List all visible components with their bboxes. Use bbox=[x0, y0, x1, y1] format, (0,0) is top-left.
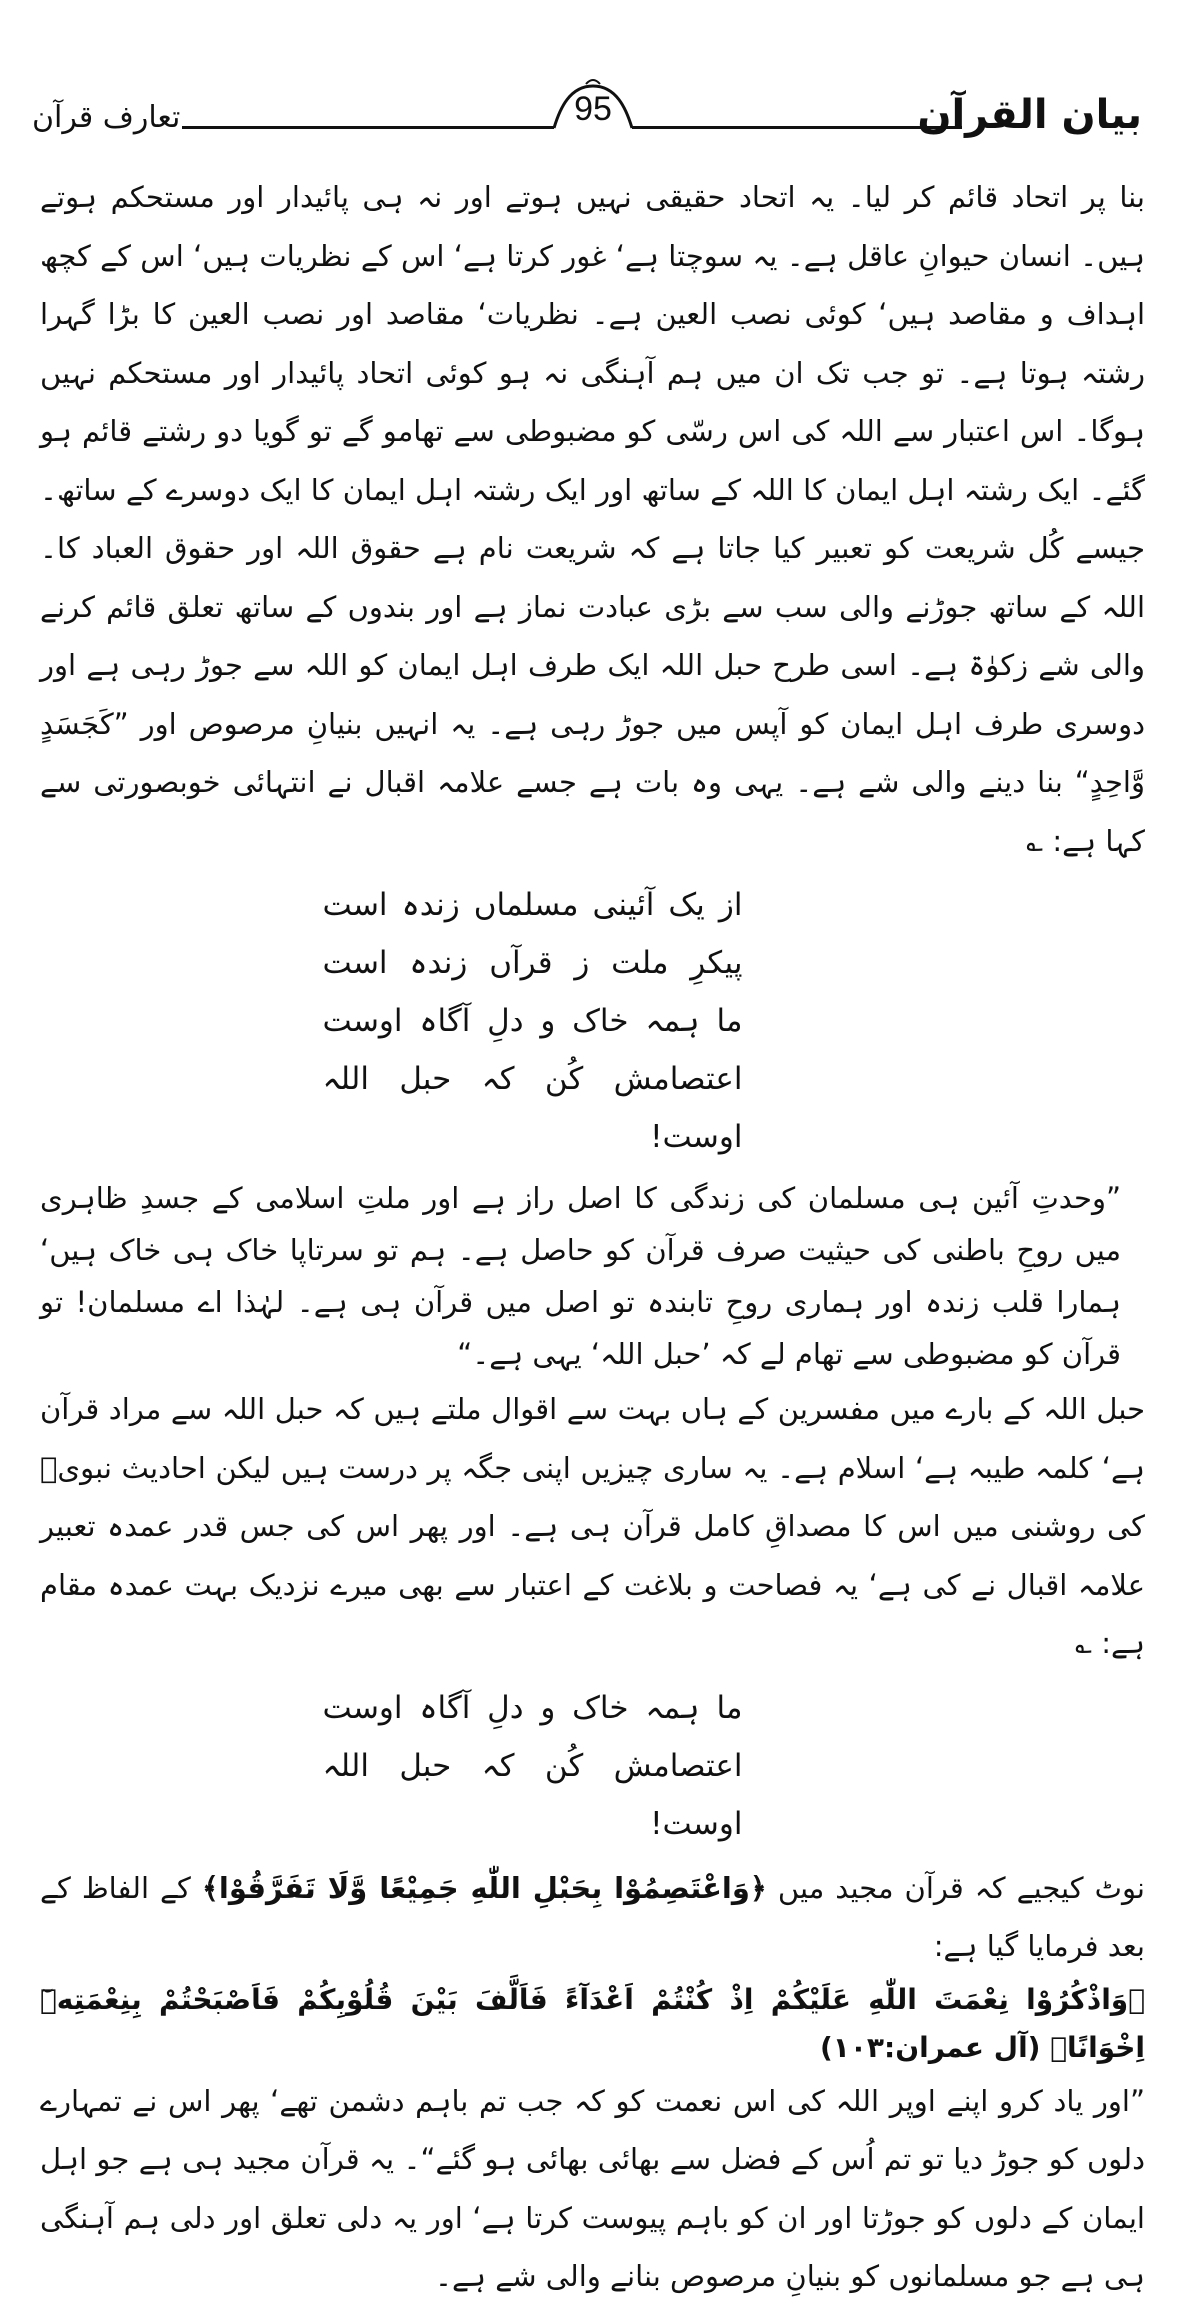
verse-line: ما ہمہ خاک و دلِ آگاہ اوست bbox=[322, 1689, 743, 1726]
page-number-badge bbox=[550, 78, 636, 142]
header-rule-left bbox=[182, 126, 554, 129]
page-body bbox=[40, 168, 1145, 2306]
note-intro: نوٹ کیجیے کہ قرآن مجید میں bbox=[777, 1870, 1145, 1905]
running-header bbox=[32, 78, 1160, 168]
page-number: 95 bbox=[574, 90, 612, 128]
quran-ayah-block bbox=[40, 1976, 1145, 2072]
paragraph: حبل اللہ کے بارے میں مفسرین کے ہاں بہت سے اقوال ملتے ہیں کہ حبل اللہ سے مراد قرآن ہے‘ کلمہ طیبہ ہے‘ اسلام ہے۔ یہ ساری چیزیں اپنی جگہ پر درست ہیں لیکن احادیث نبویؐ کی روشنی میں اس کا مصداقِ کامل قرآن ہی ہے۔ اور پھر اس کی جس قدر عمدہ تعبیر علامہ اقبال نے کی ہے‘ یہ فصاحت و بلاغت کے اعتبار سے بھی میرے نزدیک بہت عمدہ مقام ہے: ؎ bbox=[40, 1392, 1145, 1660]
paragraph: ”اور یاد کرو اپنے اوپر اللہ کی اس نعمت کو کہ جب تم باہم دشمن تھے‘ پھر اس نے تمہارے دلوں کو جوڑ دیا تو تم اُس کے فضل سے بھائی بھائی ہو گئے“۔ یہ قرآن مجید ہی ہے جو اہل ایمان کے دلوں کو جوڑتا اور ان کو باہم پیوست کرتا ہے‘ اور یہ دلی تعلق اور دلی ہم آہنگی ہی ہے جو مسلمانوں کو بنیانِ مرصوص بنانے والی شے ہے۔ bbox=[40, 2083, 1145, 2293]
verse-translation-quote: ”وحدتِ آئین ہی مسلمان کی زندگی کا اصل راز ہے اور ملتِ اسلامی کے جسدِ ظاہری میں روحِ باطنی کی حیثیت صرف قرآن کو حاصل ہے۔ ہم تو سرتاپا خاک ہی خاک ہیں‘ ہمارا قلب زندہ اور ہماری روحِ تابندہ تو اصل میں قرآن ہی ہے۔ لہٰذا اے مسلمان! تو قرآن کو مضبوطی سے تھام لے کہ ’حبل اللہ‘ یہی ہے۔“ bbox=[40, 1181, 1121, 1371]
verse-line: پیکرِ ملت ز قرآں زندہ است bbox=[322, 945, 743, 981]
verse-line: اعتصامش کُن کہ حبل اللہ اوست! bbox=[322, 1747, 743, 1842]
verse-line: اعتصامش کُن کہ حبل اللہ اوست! bbox=[322, 1061, 743, 1155]
verse-line: از یک آئینی مسلماں زندہ است bbox=[322, 887, 743, 923]
note-paragraph bbox=[40, 1859, 1145, 1976]
quran-ayah-inline: ﴿وَاعْتَصِمُوْا بِحَبْلِ اللّٰهِ جَمِيْعًا وَّلَا تَفَرَّقُوْا﴾ bbox=[201, 1870, 767, 1905]
persian-verse-1 bbox=[40, 876, 1145, 1166]
note-after: کے الفاظ کے بعد فرمایا گیا ہے: bbox=[40, 1870, 1145, 1963]
persian-verse-2 bbox=[40, 1679, 1145, 1853]
book-title: بیان القرآن bbox=[917, 92, 1142, 138]
paragraph: بنا پر اتحاد قائم کر لیا۔ یہ اتحاد حقیقی نہیں ہوتے اور نہ ہی پائیدار اور مستحکم ہوتے ہیں۔ انسان حیوانِ عاقل ہے۔ یہ سوچتا ہے‘ غور کرتا ہے‘ اس کے نظریات ہیں‘ اس کے کچھ اہداف و مقاصد ہیں‘ کوئی نصب العین ہے۔ نظریات‘ مقاصد اور نصب العین کا بڑا گہرا رشتہ ہوتا ہے۔ تو جب تک ان میں ہم آہنگی نہ ہو کوئی اتحاد پائیدار اور مستحکم نہیں ہوگا۔ اس اعتبار سے اللہ کی اس رسّی کو مضبوطی سے تھامو گے تو گویا دو رشتے قائم ہو گئے۔ ایک رشتہ اہل ایمان کا اللہ کے ساتھ اور ایک رشتہ اہل ایمان کا ایک دوسرے کے ساتھ۔ جیسے کُل شریعت کو تعبیر کیا جاتا ہے کہ شریعت نام ہے حقوق اللہ اور حقوق العباد کا۔ اللہ کے ساتھ جوڑنے والی سب سے بڑی عبادت نماز ہے اور بندوں کے ساتھ تعلق قائم کرنے والی شے زکوٰۃ ہے۔ اسی طرح حبل اللہ ایک طرف اہل ایمان کو اللہ سے جوڑ رہی ہے اور دوسری طرف اہل ایمان کو آپس میں جوڑ رہی ہے۔ یہ انہیں بنیانِ مرصوص اور ”کَجَسَدٍ وَّاحِدٍ“ بنا دینے والی شے ہے۔ یہی وہ بات ہے جسے علامہ اقبال نے انتہائی خوبصورتی سے کہا ہے: ؎ bbox=[40, 180, 1145, 858]
header-rule-right bbox=[632, 126, 962, 129]
ayah-reference: (آل عمران:۱۰۳) bbox=[819, 2030, 1041, 2064]
quran-ayah-text: ﴿وَاذْكُرُوْا نِعْمَتَ اللّٰهِ عَلَيْكُمْ اِذْ كُنْتُمْ اَعْدَآءً فَاَلَّفَ بَيْنَ قُلُوْبِكُمْ فَاَصْبَحْتُمْ بِنِعْمَتِهٖٓ اِخْوَانًا﴾ bbox=[40, 1982, 1145, 2064]
verse-line: ما ہمہ خاک و دلِ آگاہ اوست bbox=[322, 1003, 743, 1039]
chapter-title: تعارف قرآن bbox=[32, 100, 181, 135]
